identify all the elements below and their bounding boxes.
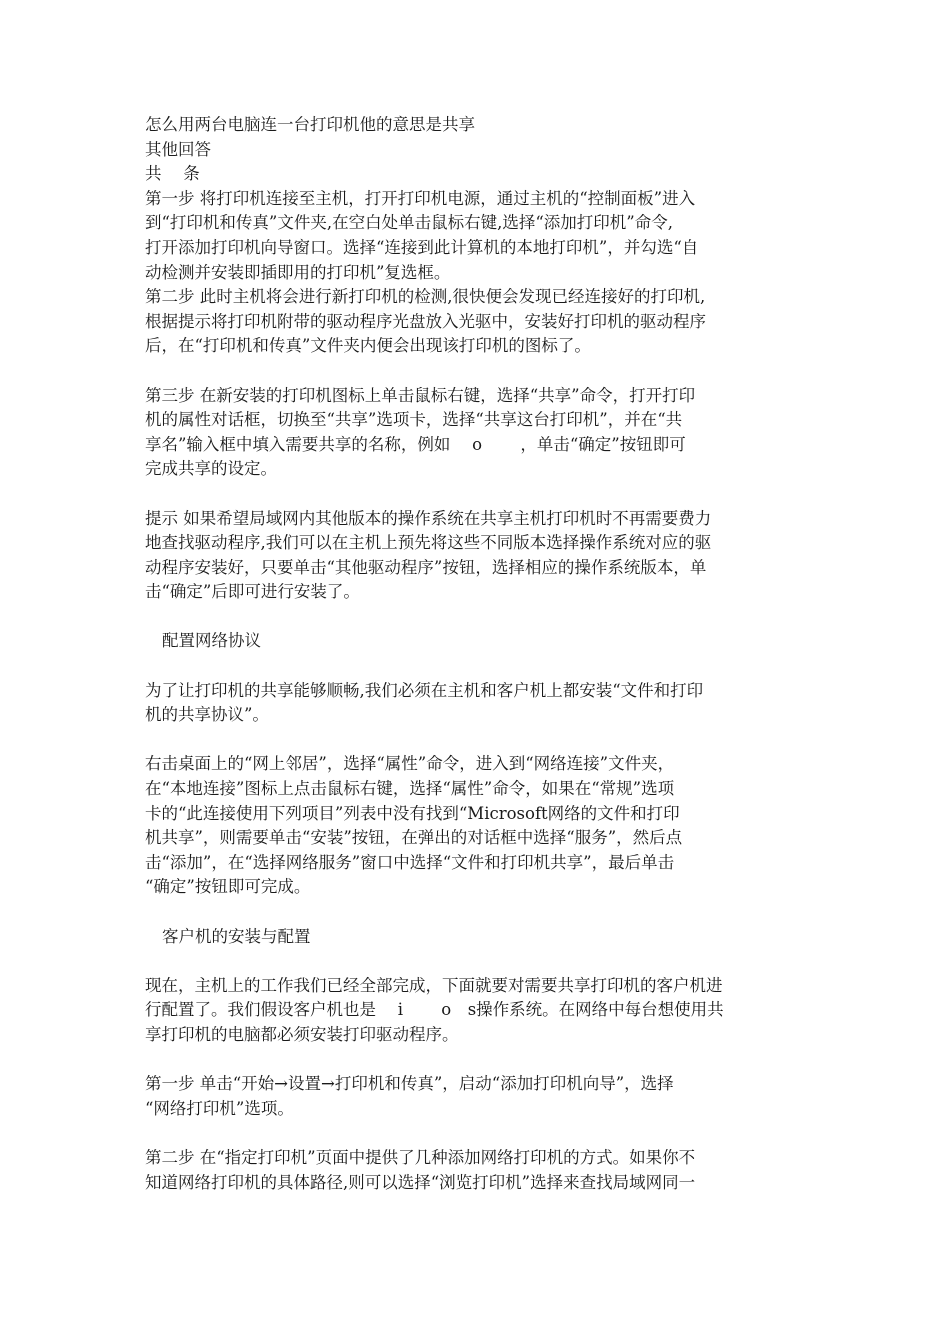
document-subtitle: 其他回答 (145, 139, 211, 159)
paragraph-line: 为了让打印机的共享能够顺畅,我们必须在主机和客户机上都安装“文件和打印 (145, 680, 704, 700)
document-body (145, 113, 810, 1195)
paragraph-line: 知道网络打印机的具体路径,则可以选择“浏览打印机”选择来查找局域网同一 (145, 1172, 696, 1192)
paragraph-gap (145, 605, 810, 630)
paragraph-line: 机共享”，则需要单击“安装”按钮，在弹出的对话框中选择“服务”，然后点 (145, 828, 683, 848)
paragraph-line: 提示 如果希望局域网内其他版本的操作系统在共享主机打印机时不再需要费力 (145, 508, 712, 528)
paragraph-gap (145, 1048, 810, 1073)
paragraph-line: 第二步 此时主机将会进行新打印机的检测,很快便会发现已经连接好的打印机, (145, 287, 706, 307)
document-title: 怎么用两台电脑连一台打印机他的意思是共享 (145, 115, 475, 134)
paragraph-line: 机的共享协议”。 (145, 705, 269, 725)
paragraph-line: 击“确定”后即可进行安装了。 (145, 582, 360, 602)
paragraph-gap (145, 1121, 810, 1146)
paragraph-gap (145, 359, 810, 384)
paragraph-line: 享打印机的电脑都必须安装打印驱动程序。 (145, 1024, 459, 1044)
paragraph-line: 动程序安装好，只要单击“其他驱动程序”按钮，选择相应的操作系统版本，单 (145, 557, 707, 577)
client-step1-paragraph (145, 1072, 810, 1121)
paragraph-line: 享名”输入框中填入需要共享的名称，例如 o ，单击“确定”按钮即可 (145, 434, 686, 454)
paragraph-line: 第二步 在“指定打印机”页面中提供了几种添加网络打印机的方式。如果你不 (145, 1147, 696, 1167)
tip-paragraph (145, 507, 810, 605)
paragraph-line: 完成共享的设定。 (145, 459, 277, 479)
paragraph-line: 第三步 在新安装的打印机图标上单击鼠标右键，选择“共享”命令，打开打印 (145, 385, 696, 405)
paragraph-line: 动检测并安装即插即用的打印机”复选框。 (145, 262, 451, 282)
paragraph-line: 到“打印机和传真”文件夹,在空白处单击鼠标右键,选择“添加打印机”命令, (145, 213, 673, 233)
paragraph-line: 行配置了。我们假设客户机也是 i o s操作系统。在网络中每台想使用共 (145, 1000, 724, 1020)
paragraph-line: 在“本地连接”图标上点击鼠标右键，选择“属性”命令，如果在“常规”选项 (145, 779, 675, 799)
paragraph-line: 右击桌面上的“网上邻居”，选择“属性”命令，进入到“网络连接”文件夹， (145, 754, 675, 774)
network-intro-paragraph (145, 679, 810, 728)
paragraph-gap (145, 654, 810, 679)
paragraph-line: “网络打印机”选项。 (145, 1098, 294, 1118)
paragraph-line: 根据提示将打印机附带的驱动程序光盘放入光驱中，安装好打印机的驱动程序 (145, 311, 706, 331)
paragraph-line: 后，在“打印机和传真”文件夹内便会出现该打印机的图标了。 (145, 336, 591, 356)
paragraph-gap (145, 482, 810, 507)
paragraph-line: 击“添加”，在“选择网络服务”窗口中选择“文件和打印机共享”，最后单击 (145, 852, 675, 872)
network-steps-paragraph (145, 752, 810, 900)
paragraph-gap (145, 900, 810, 925)
client-step2-paragraph (145, 1146, 810, 1195)
paragraph-gap (145, 728, 810, 753)
section-heading-network: 配置网络协议 (162, 631, 261, 651)
step3-paragraph (145, 384, 810, 482)
step1-paragraph (145, 187, 810, 285)
step2-paragraph (145, 285, 810, 359)
paragraph-line: 卡的“此连接使用下列项目”列表中没有找到“Microsoft网络的文件和打印 (145, 803, 680, 823)
paragraph-line: 第一步 单击“开始→设置→打印机和传真”，启动“添加打印机向导”，选择 (145, 1074, 674, 1094)
paragraph-line: 第一步 将打印机连接至主机，打开打印机电源，通过主机的“控制面板”进入 (145, 188, 696, 208)
client-intro-paragraph (145, 974, 810, 1048)
paragraph-gap (145, 949, 810, 974)
paragraph-line: “确定”按钮即可完成。 (145, 877, 311, 897)
paragraph-line: 地查找驱动程序,我们可以在主机上预先将这些不同版本选择操作系统对应的驱 (145, 533, 712, 553)
paragraph-line: 现在，主机上的工作我们已经全部完成，下面就要对需要共享打印机的客户机进 (145, 975, 723, 995)
paragraph-line: 打开添加打印机向导窗口。选择“连接到此计算机的本地打印机”，并勾选“自 (145, 237, 699, 257)
answer-count: 共 条 (145, 164, 200, 184)
paragraph-line: 机的属性对话框，切换至“共享”选项卡，选择“共享这台打印机”，并在“共 (145, 410, 683, 430)
section-heading-client: 客户机的安装与配置 (162, 926, 311, 946)
